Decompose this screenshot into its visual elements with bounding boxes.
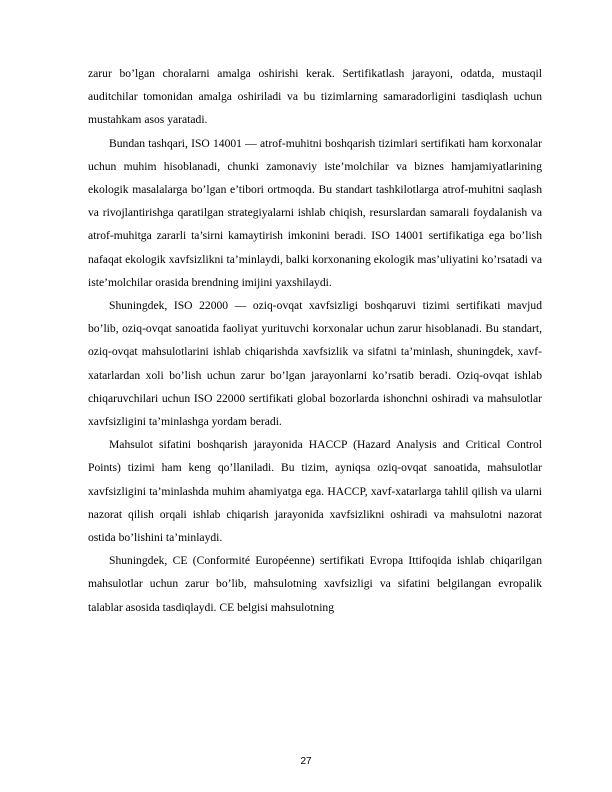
paragraph-haccp: Mahsulot sifatini boshqarish jarayonida HACCP (Hazard Analysis and Critical Control Points) tizimi ham keng qo’llaniladi. Bu tizim, ayniqsa oziq-ovqat sanoatida, mahsulotlar xavfsizligini ta’minlashda muhim ahamiyatga ega. HACCP, xavf-xatarlarga tahlil qilish va ularni nazorat qilish orqali ishlab chiqarish jarayonida xavfsizlikni oshiradi va mahsulotni nazorat ostida bo’lishini ta’minlaydi. bbox=[88, 438, 542, 545]
page-number: 27 bbox=[300, 756, 312, 767]
paragraph-iso-14001: Bundan tashqari, ISO 14001 — atrof-muhitni boshqarish tizimlari sertifikati ham korxonalar uchun muhim hisoblanadi, chunki zamonaviy iste’molchilar va biznes hamjamiyatlarining ekologik masalalarga bo’lgan e’tibori ortmoqda. Bu standart tashkilotlarga atrof-muhitni saqlash va rivojlantirishga qaratilgan strategiyalarni ishlab chiqish, resurslardan samarali foydalanish va atrof-muhitga zararli ta’sirni kamaytirish imkonini beradi. ISO 14001 sertifikatiga ega bo’lish nafaqat ekologik xavfsizlikni ta’minlaydi, balki korxonaning ekologik mas’uliyatini ko’rsatadi va iste’molchilar orasida brendning imijini yaxshilaydi. bbox=[88, 136, 542, 289]
document-body bbox=[88, 62, 542, 619]
paragraph-continuation: zarur bo’lgan choralarni amalga oshirishi kerak. Sertifikatlash jarayoni, odatda, mustaqil auditchilar tomonidan amalga oshiriladi va bu tizimlarning samaradorligini tasdiqlash uchun mustahkam asos yaratadi. bbox=[88, 67, 542, 127]
paragraph-ce-certificate: Shuningdek, CE (Conformité Européenne) sertifikati Evropa Ittifoqida ishlab chiqarilgan mahsulotlar uchun zarur bo’lib, mahsulotning xavfsizligi va sifatini belgilangan evropalik talablar asosida tasdiqlaydi. CE belgisi mahsulotning bbox=[88, 554, 542, 614]
paragraph-iso-22000: Shuningdek, ISO 22000 — oziq-ovqat xavfsizligi boshqaruvi tizimi sertifikati mavjud bo’lib, oziq-ovqat sanoatida faoliyat yurituvchi korxonalar uchun zarur hisoblanadi. Bu standart, oziq-ovqat mahsulotlarini ishlab chiqarishda xavfsizlik va sifatni ta’minlash, shuningdek, xavf-xatarlardan xoli bo’lish uchun zarur bo’lgan jarayonlarni ko’rsatib beradi. Oziq-ovqat ishlab chiqaruvchilari uchun ISO 22000 sertifikati global bozorlarda ishonchni oshiradi va mahsulotlar xavfsizligini ta’minlashga yordam beradi. bbox=[88, 299, 542, 429]
